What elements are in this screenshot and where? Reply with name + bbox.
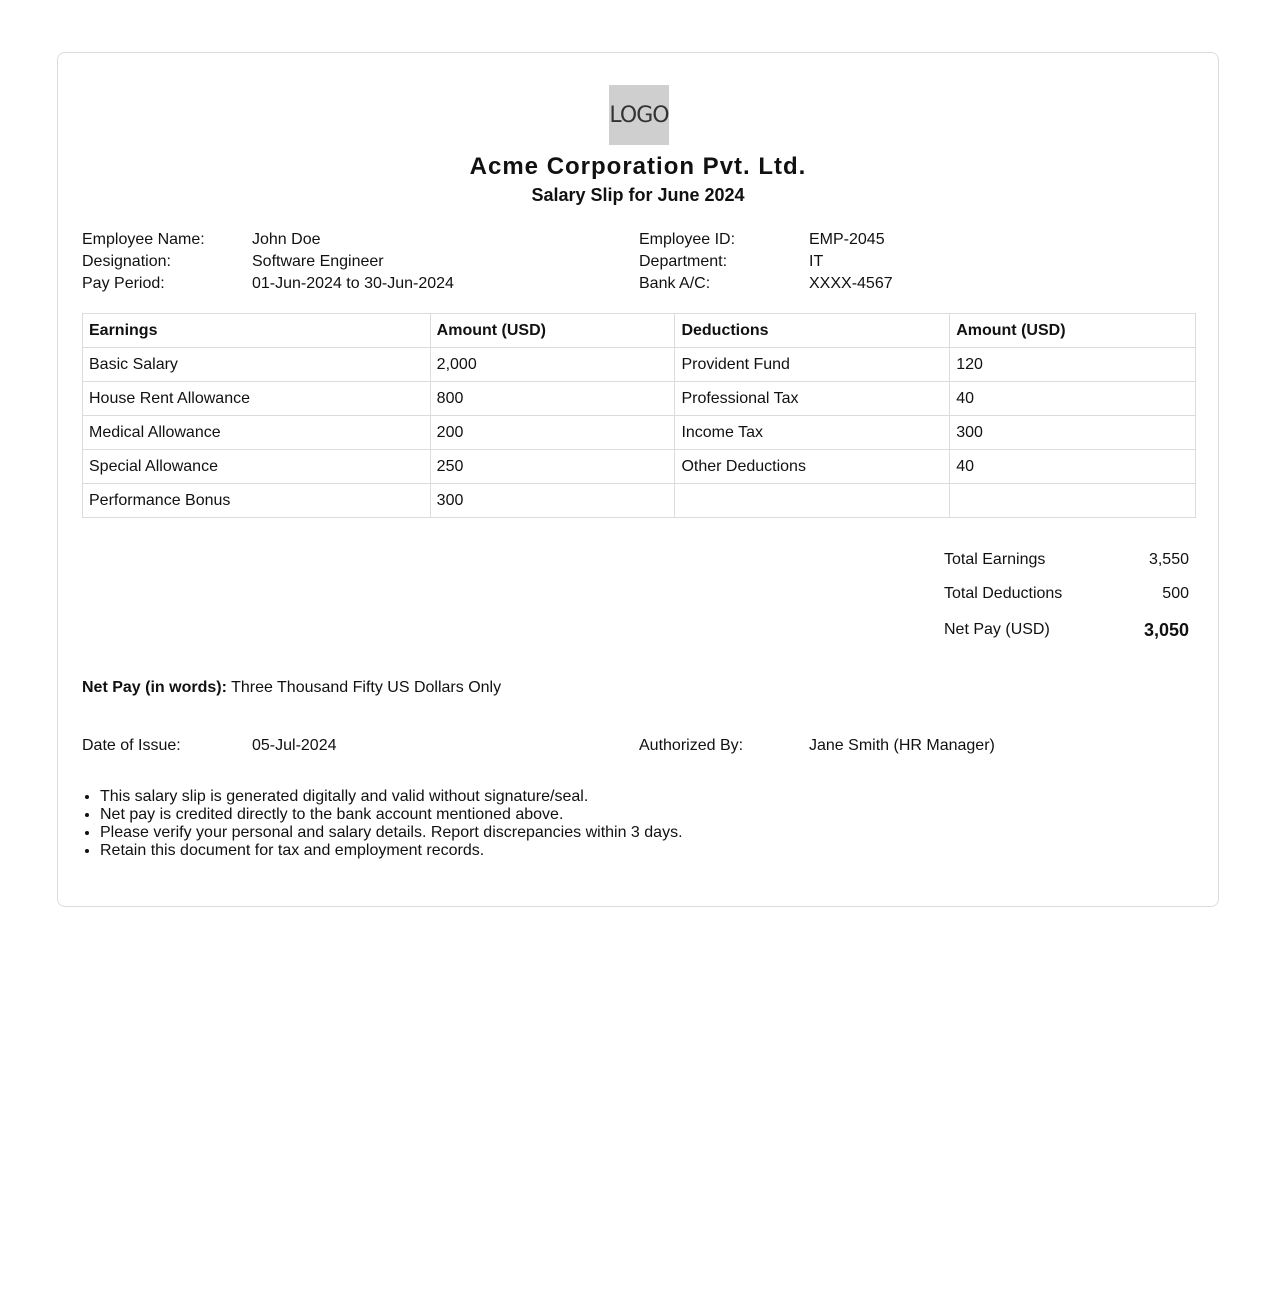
net-pay-row xyxy=(944,611,1189,649)
date-of-issue-label: Date of Issue: xyxy=(82,737,181,754)
earning-amount: 250 xyxy=(430,450,675,484)
date-of-issue-value: 05-Jul-2024 xyxy=(252,737,337,754)
salary-slip-card xyxy=(57,52,1219,907)
employee-id-label: Employee ID: xyxy=(639,231,736,248)
employee-id-row xyxy=(639,229,893,251)
employee-id-value: EMP-2045 xyxy=(809,231,885,248)
table-row xyxy=(83,382,1196,416)
department-value: IT xyxy=(809,253,824,270)
earnings-deductions-table xyxy=(82,313,1196,518)
employee-name-value: John Doe xyxy=(252,231,321,248)
authorized-by-label: Authorized By: xyxy=(639,737,744,754)
deduction-name: Professional Tax xyxy=(675,382,950,416)
employee-name-row xyxy=(82,229,454,251)
pay-period-row xyxy=(82,273,454,295)
table-row xyxy=(83,450,1196,484)
earnings-header: Earnings xyxy=(83,314,431,348)
net-pay-value: 3,050 xyxy=(1143,619,1189,640)
earning-name: Special Allowance xyxy=(83,450,431,484)
net-pay-label: Net Pay (USD) xyxy=(944,621,1050,638)
total-deductions-label: Total Deductions xyxy=(944,585,1063,602)
total-deductions-value: 500 xyxy=(1162,585,1189,602)
designation-label: Designation: xyxy=(82,253,171,270)
designation-value: Software Engineer xyxy=(252,253,384,270)
bank-account-value: XXXX-4567 xyxy=(809,275,893,292)
deduction-name xyxy=(675,484,950,518)
earnings-amount-header: Amount (USD) xyxy=(430,314,675,348)
total-earnings-row xyxy=(944,543,1189,577)
designation-row xyxy=(82,251,454,273)
earning-amount: 200 xyxy=(430,416,675,450)
slip-title: Salary Slip for June 2024 xyxy=(531,185,745,205)
deductions-header: Deductions xyxy=(675,314,950,348)
authorized-by xyxy=(639,737,995,755)
date-of-issue xyxy=(82,737,337,755)
bank-account-label: Bank A/C: xyxy=(639,275,711,292)
department-row xyxy=(639,251,893,273)
deduction-amount: 120 xyxy=(950,348,1196,382)
company-name: Acme Corporation Pvt. Ltd. xyxy=(469,153,807,180)
table-row xyxy=(83,348,1196,382)
list-item: • This salary slip is generated digitally and valid without signature/seal. xyxy=(100,788,683,806)
company-logo: LOGO xyxy=(609,85,669,145)
earning-amount: 2,000 xyxy=(430,348,675,382)
deduction-amount: 40 xyxy=(950,450,1196,484)
authorized-by-value: Jane Smith (HR Manager) xyxy=(809,737,995,754)
employee-info-left xyxy=(82,229,454,295)
employee-name-label: Employee Name: xyxy=(82,231,205,248)
deduction-amount: 40 xyxy=(950,382,1196,416)
pay-period-value: 01-Jun-2024 to 30-Jun-2024 xyxy=(252,275,454,292)
list-item: • Retain this document for tax and employment records. xyxy=(100,842,683,860)
earning-name: Basic Salary xyxy=(83,348,431,382)
total-deductions-row xyxy=(944,577,1189,611)
notes-list xyxy=(82,788,683,860)
totals-summary xyxy=(944,543,1189,649)
earning-name: House Rent Allowance xyxy=(83,382,431,416)
table-header-row xyxy=(83,314,1196,348)
net-pay-words-label: Net Pay (in words): xyxy=(82,679,227,696)
table-row xyxy=(83,484,1196,518)
earning-name: Performance Bonus xyxy=(83,484,431,518)
earning-amount: 300 xyxy=(430,484,675,518)
earning-name: Medical Allowance xyxy=(83,416,431,450)
table-row xyxy=(83,416,1196,450)
total-earnings-value: 3,550 xyxy=(1148,551,1189,568)
list-item: • Net pay is credited directly to the bank account mentioned above. xyxy=(100,806,683,824)
bank-account-row xyxy=(639,273,893,295)
earning-amount: 800 xyxy=(430,382,675,416)
department-label: Department: xyxy=(639,253,728,270)
employee-info-right xyxy=(639,229,893,295)
deduction-name: Provident Fund xyxy=(675,348,950,382)
deduction-amount: 300 xyxy=(950,416,1196,450)
deduction-name: Other Deductions xyxy=(675,450,950,484)
net-pay-words-value: Three Thousand Fifty US Dollars Only xyxy=(231,679,502,696)
list-item: • Please verify your personal and salary details. Report discrepancies within 3 days. xyxy=(100,824,683,842)
deduction-name: Income Tax xyxy=(675,416,950,450)
deductions-amount-header: Amount (USD) xyxy=(950,314,1196,348)
deduction-amount xyxy=(950,484,1196,518)
pay-period-label: Pay Period: xyxy=(82,275,165,292)
net-pay-words xyxy=(82,679,501,697)
total-earnings-label: Total Earnings xyxy=(944,551,1046,568)
